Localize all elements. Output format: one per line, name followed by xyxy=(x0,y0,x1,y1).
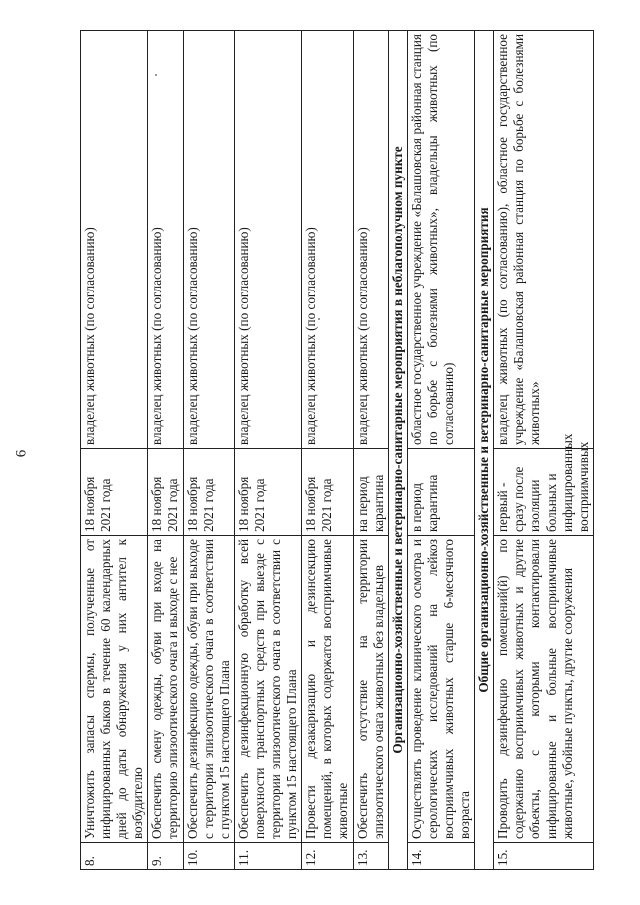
row-number: 8. xyxy=(81,843,148,870)
row-date: 18 ноября 2021 года xyxy=(148,449,183,536)
table-row xyxy=(494,31,594,870)
row-action: Осуществлять проведение клинического осмотра и серологических исследований на лейкоз восприимчивых животных старше 6-месячного возраста xyxy=(407,536,474,843)
row-number: 15. xyxy=(494,843,594,870)
row-responsible: владелец животных (по согласованию) xyxy=(148,31,183,449)
row-date: 18 ноября 2021 года xyxy=(183,449,234,536)
row-responsible: владелец животных (по согласованию) xyxy=(234,31,301,449)
row-date: первый - сразу после изоляции больных и инфицированных восприимчивых xyxy=(494,449,594,536)
table-row xyxy=(81,31,148,870)
page-number: 6 xyxy=(13,449,30,458)
rotated-page xyxy=(80,30,620,870)
row-number: 14. xyxy=(407,843,474,870)
row-number: 9. xyxy=(148,843,183,870)
table-row xyxy=(353,31,388,870)
row-number: 11. xyxy=(234,843,301,870)
row-responsible: владелец животных (по согласованию) xyxy=(353,31,388,449)
row-responsible: владелец животных (по согласованию) xyxy=(302,31,353,449)
row-number: 13. xyxy=(353,843,388,870)
row-action: Уничтожить запасы спермы, полученные от инфицированных быков в течение 60 календарных дней до даты обнаружения у них антител к возбудителю xyxy=(81,536,148,843)
row-action: Обеспечить дезинфекцию одежды, обуви при выходе с территории эпизоотического очага в соответствии с пунктом 15 настоящего Плана xyxy=(183,536,234,843)
row-date: на период карантина xyxy=(353,449,388,536)
row-responsible: владелец животных (по согласованию) xyxy=(183,31,234,449)
row-action: Обеспечить отсутствие на территории эпизоотического очага животных без владельцев xyxy=(353,536,388,843)
table-row xyxy=(148,31,183,870)
section-heading-row xyxy=(475,31,494,870)
plan-table xyxy=(80,30,594,870)
row-responsible: областное государственное учреждение «Балашовская районная станция по борьбе с болезнями животных», владельцы животных (по согласованию) xyxy=(407,31,474,449)
table-row xyxy=(302,31,353,870)
table-row xyxy=(234,31,301,870)
row-date: 18 ноября 2021 года xyxy=(234,449,301,536)
row-action: Проводить дезинфекцию помещений(й) по содержанию восприимчивых животных и другие объекты, с которыми контактировали инфицированные и больные восприимчивые животные, убойные пункты, другие сооружения xyxy=(494,536,594,843)
row-action: Провести дезакаризацию и дезинсекцию помещений, в которых содержатся восприимчивые животные xyxy=(302,536,353,843)
row-date: 18 ноября 2021 года xyxy=(302,449,353,536)
row-number: 12. xyxy=(302,843,353,870)
row-action: Обеспечить дезинфекционную обработку всей поверхности транспортных средств при выезде с территории эпизоотического очага в соответствии с пунктом 15 настоящего Плана xyxy=(234,536,301,843)
section-heading: Общие организационно-хозяйственные и ветеринарно-санитарные мероприятия xyxy=(475,31,494,870)
row-responsible: владелец животных (по согласованию), областное государственное учреждение «Балашовская районная станция по борьбе с болезнями животных» xyxy=(494,31,594,449)
table-row xyxy=(407,31,474,870)
row-date: 18 ноября 2021 года xyxy=(81,449,148,536)
section-heading-row xyxy=(388,31,407,870)
row-action: Обеспечить смену одежды, обуви при входе на территорию эпизоотического очага и выходе с нее xyxy=(148,536,183,843)
row-responsible: владелец животных (по согласованию) xyxy=(81,31,148,449)
section-heading: Организационно-хозяйственные и ветеринарно-санитарные мероприятия в неблагополучном пункте xyxy=(388,31,407,870)
row-date: в период карантина xyxy=(407,449,474,536)
row-number: 10. xyxy=(183,843,234,870)
table-row xyxy=(183,31,234,870)
